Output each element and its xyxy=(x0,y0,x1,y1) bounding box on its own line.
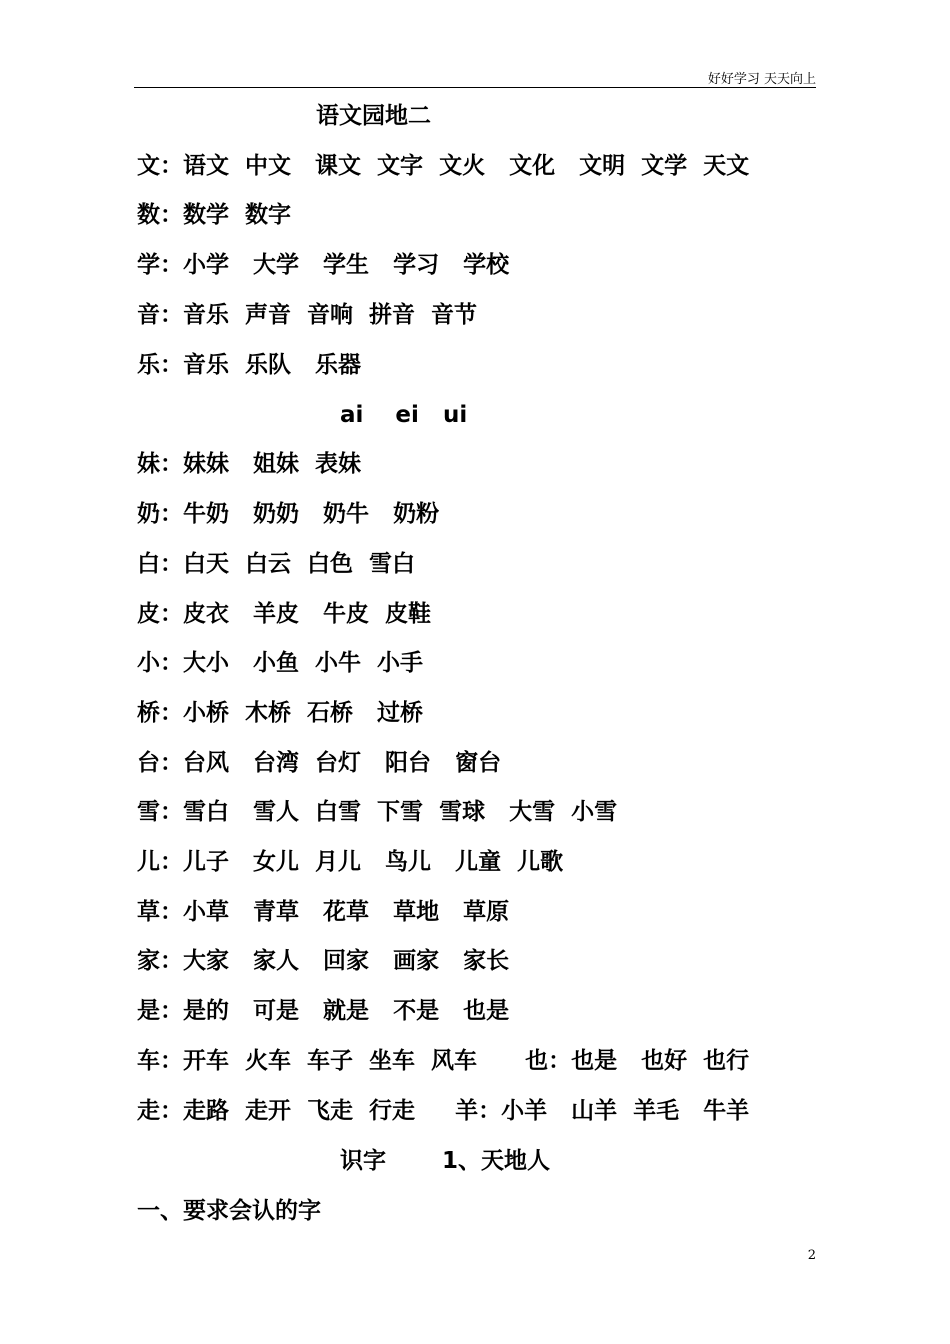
word-line: 雪：雪白 雪人 白雪 下雪 雪球 大雪 小雪 xyxy=(137,799,618,825)
word-line: 文：语文 中文 课文 文字 文火 文化 文明 文学 天文 xyxy=(137,153,750,179)
lesson-heading: 识字 1、天地人 xyxy=(340,1148,551,1174)
word-line: 是：是的 可是 就是 不是 也是 xyxy=(137,998,510,1024)
word-line: 车：开车 火车 车子 坐车 风车 也：也是 也好 也行 xyxy=(137,1048,750,1074)
word-line: 妹：妹妹 姐妹 表妹 xyxy=(137,451,362,477)
word-line: 数：数学 数字 xyxy=(137,202,292,228)
word-line: 白：白天 白云 白色 雪白 xyxy=(137,551,416,577)
word-line: 走：走路 走开 飞走 行走 羊：小羊 山羊 羊毛 牛羊 xyxy=(137,1098,750,1124)
word-line: 小：大小 小鱼 小牛 小手 xyxy=(137,650,424,676)
word-line: 音：音乐 声音 音响 拼音 音节 xyxy=(137,302,478,328)
word-line: 乐：音乐 乐队 乐器 xyxy=(137,352,362,378)
word-line: 家：大家 家人 回家 画家 家长 xyxy=(137,948,510,974)
header-motto: 好好学习 天天向上 xyxy=(707,72,816,87)
word-line: 学：小学 大学 学生 学习 学校 xyxy=(137,252,510,278)
phonics-heading: ai ei ui xyxy=(340,402,468,428)
word-line: 儿：儿子 女儿 月儿 鸟儿 儿童 儿歌 xyxy=(137,849,564,875)
section-title: 语文园地二 xyxy=(316,103,431,129)
word-line: 奶：牛奶 奶奶 奶牛 奶粉 xyxy=(137,501,440,527)
word-line: 草：小草 青草 花草 草地 草原 xyxy=(137,899,510,925)
word-line: 台：台风 台湾 台灯 阳台 窗台 xyxy=(137,750,502,776)
header-rule xyxy=(134,87,816,88)
requirement-heading: 一、要求会认的字 xyxy=(137,1198,321,1224)
word-line: 皮：皮衣 羊皮 牛皮 皮鞋 xyxy=(137,601,432,627)
page-number: 2 xyxy=(807,1248,816,1263)
word-line: 桥：小桥 木桥 石桥 过桥 xyxy=(137,700,424,726)
